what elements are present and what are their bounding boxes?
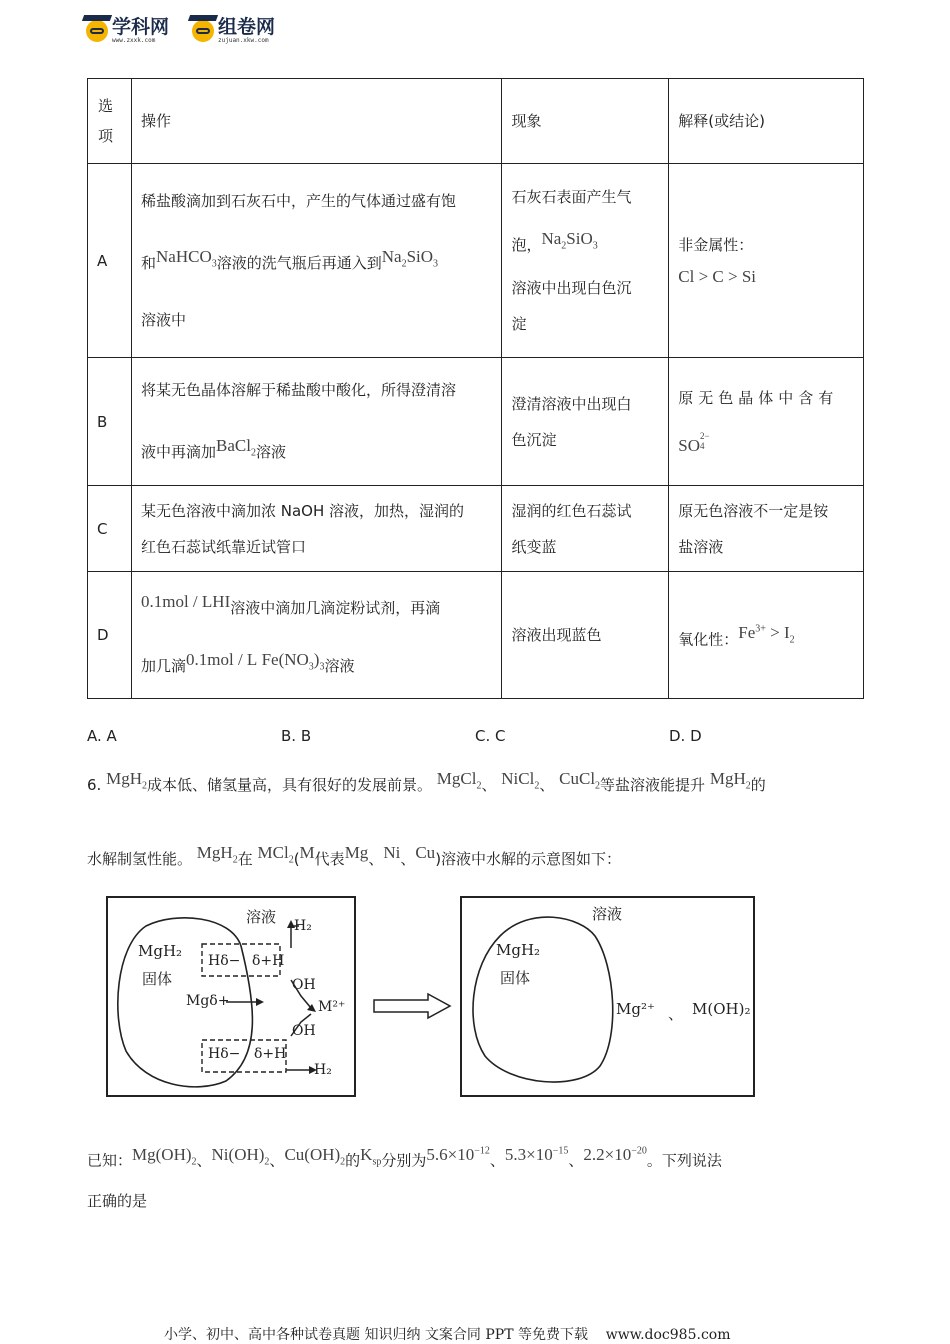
question-6-line1 [87, 762, 867, 803]
text-line: 原无色溶液不一定是铵 [678, 501, 829, 520]
text: −15 [552, 1145, 569, 1156]
text: 4 [700, 440, 705, 451]
header-option-text: 选项 [98, 97, 114, 145]
row-phenomenon [502, 164, 669, 358]
formula: M [299, 843, 315, 862]
text: 3 [592, 240, 598, 252]
text: 2 [476, 780, 482, 792]
oh-label: OH [292, 1023, 316, 1039]
text-line: 澄清溶液中出现白 [511, 394, 632, 413]
logo-url: www.zxxk.com [112, 37, 156, 44]
logo-zxxk [86, 17, 169, 44]
right-solution-label: 溶液 [592, 905, 623, 923]
text: Na [381, 246, 402, 266]
text: 2 [264, 1156, 270, 1168]
text-line [678, 422, 854, 470]
known-line2: 正确的是 [87, 1192, 148, 1210]
text-line [511, 215, 659, 270]
header-phenomenon: 现象 [502, 79, 669, 164]
formula [505, 1145, 568, 1164]
formula [284, 1144, 346, 1168]
text: 溶液中滴加几滴淀粉试剂，再滴 [230, 599, 441, 618]
text: −20 [631, 1145, 647, 1156]
text-line [141, 576, 492, 634]
formula [501, 769, 540, 792]
formula [106, 769, 147, 792]
formula [196, 843, 238, 866]
question-6-line2 [87, 836, 621, 877]
text: 代表 [314, 850, 345, 868]
known-line [87, 1134, 722, 1179]
formula [436, 769, 482, 792]
text: NaHCO [156, 246, 212, 266]
formula [541, 228, 598, 252]
table-row [88, 358, 864, 486]
formula: Mg [344, 843, 369, 862]
text: > I [765, 623, 790, 643]
text: 2 [340, 1156, 346, 1168]
text-line: 稀盐酸滴加到石灰石中，产生的气体通过盛有饱 [140, 191, 456, 210]
formula [426, 1145, 489, 1164]
text: 溶液 [255, 443, 286, 461]
text: 、 [400, 850, 416, 868]
text: MgH [196, 843, 233, 862]
row-label: B [88, 358, 132, 486]
text: 3 [211, 258, 217, 270]
text: MgH [709, 769, 746, 788]
text: 、 [196, 1151, 212, 1170]
text: 泡， [511, 235, 542, 254]
text-line: 石灰石表面产生气 [511, 187, 632, 206]
solid-label: MgH₂ [138, 942, 183, 960]
header-operation: 操作 [131, 79, 501, 164]
row-operation [131, 358, 501, 486]
text: 2 [789, 634, 795, 646]
text: 3 [433, 258, 439, 270]
header-explanation: 解释(或结论) [669, 79, 864, 164]
row-explanation [669, 486, 864, 572]
option-b[interactable]: B. B [281, 727, 312, 745]
text-line: 溶液中出现白色沉 [511, 279, 632, 298]
footer [164, 1324, 730, 1344]
h-delta-minus: Hδ− [208, 953, 241, 969]
text-line: 溶液中 [140, 311, 186, 330]
text: 2 [288, 854, 294, 866]
formula [132, 1144, 197, 1168]
text-line [141, 634, 492, 693]
text: Fe [738, 623, 756, 643]
text-line: 非金属性： [678, 235, 754, 254]
row-phenomenon [502, 486, 669, 572]
formula [360, 1144, 382, 1168]
text: 等盐溶液能提升 [600, 776, 706, 794]
text: )溶液中水解的示意图如下： [435, 850, 622, 868]
text-line: 湿润的红色石蕊试 [511, 501, 632, 520]
text: 2 [191, 1156, 197, 1168]
text: 水解制氢性能。 [87, 850, 193, 868]
h2-label: H₂ [294, 918, 312, 934]
mg2plus-label: Mg²⁺ [616, 1000, 655, 1018]
text: 2 [401, 258, 407, 270]
text-line: 红色石蕊试纸靠近试管口 [140, 537, 306, 556]
text: 成本低、储氢量高，具有很好的发展前景。 [147, 776, 433, 794]
text-line: 盐溶液 [678, 537, 724, 556]
logo-face-icon [192, 20, 214, 42]
text: MCl [257, 843, 289, 862]
logo-zujuan [192, 17, 275, 44]
row-label: C [88, 486, 132, 572]
moh2-label: M(OH)₂ [692, 1000, 751, 1018]
h-delta-plus: δ+H [252, 953, 285, 969]
formula [738, 623, 795, 646]
text-line: 纸变蓝 [511, 537, 557, 556]
text: 的 [345, 1151, 361, 1170]
text-line: 色沉淀 [511, 430, 557, 449]
h-delta-plus: δ+H [254, 1046, 287, 1062]
text: 2 [534, 780, 540, 792]
footer-text: 小学、初中、高中各种试卷真题 知识归纳 文案合同 PPT 等免费下载 [164, 1327, 588, 1343]
row-operation [131, 164, 501, 358]
experiment-table [87, 78, 864, 699]
text: 的 [750, 776, 766, 794]
text: 2 [745, 780, 751, 792]
text: K [360, 1144, 373, 1164]
table-row [88, 572, 864, 698]
text-line [141, 229, 492, 292]
right-diagram-drawing [460, 896, 755, 1097]
formula [559, 769, 601, 792]
logo-name: 学科网 [112, 16, 170, 38]
text: 、 [269, 1151, 285, 1170]
logo-url: zujuan.xkw.com [218, 37, 269, 44]
text: 已知： [87, 1151, 133, 1170]
row-operation [131, 486, 501, 572]
text: 溶液 [324, 657, 355, 676]
formula: Cu [415, 843, 436, 862]
text: Fe(NO [261, 650, 309, 670]
text: BaCl [216, 436, 251, 455]
text: 5.3×10 [504, 1144, 553, 1164]
text: 2 [561, 240, 567, 252]
text: 3 [319, 661, 325, 673]
text: 。下列说法 [646, 1151, 722, 1170]
text: 、 [539, 776, 555, 794]
text: Cu(OH) [284, 1144, 341, 1164]
text: 2− [700, 430, 710, 441]
row-explanation [669, 358, 864, 486]
formula [381, 246, 439, 270]
text-line: 淀 [511, 315, 527, 334]
m2plus-label: M²⁺ [318, 999, 346, 1015]
text: 、 [568, 1151, 584, 1170]
sep-label: 、 [668, 1005, 684, 1023]
formula: 0.1mol / LHI [140, 592, 231, 612]
formula [257, 650, 325, 673]
text: MgCl [436, 769, 477, 788]
solid-label: 固体 [500, 969, 531, 987]
formula [211, 1144, 270, 1168]
text: ( [293, 850, 300, 868]
formula [156, 246, 217, 270]
text: 分别为 [381, 1151, 427, 1170]
row-label: D [88, 572, 132, 698]
formula: Cl > C > Si [678, 266, 757, 286]
table-row [88, 164, 864, 358]
option-a[interactable]: A. A [87, 727, 117, 745]
solid-label: 固体 [142, 970, 173, 988]
text: −12 [474, 1145, 490, 1156]
formula [216, 436, 256, 459]
table-header-row [88, 79, 864, 164]
text: ) [313, 650, 320, 670]
right-arrow-icon [372, 992, 454, 1020]
text-line: 原无色晶体中含有 [678, 388, 839, 407]
logo-name: 组卷网 [218, 16, 276, 38]
row-explanation [669, 164, 864, 358]
text: 和 [140, 253, 156, 272]
text: 3 [308, 661, 314, 673]
header-option [88, 79, 132, 164]
text: 、 [489, 1151, 505, 1170]
formula [257, 843, 294, 866]
text: 3+ [755, 623, 766, 635]
text: 2 [595, 780, 601, 792]
h2-label: H₂ [314, 1062, 332, 1078]
text: 2 [142, 780, 147, 792]
text: SO [678, 435, 700, 455]
text: Mg(OH) [132, 1144, 192, 1164]
text: Ni(OH) [211, 1144, 265, 1164]
text: 2 [250, 447, 256, 459]
text: 液中再滴加 [140, 443, 216, 461]
formula: Ni [383, 843, 401, 862]
option-d[interactable]: D. D [669, 727, 702, 745]
text: 在 [237, 850, 253, 868]
formula [678, 430, 710, 455]
logo-face-icon [86, 20, 108, 42]
text: 、 [481, 776, 497, 794]
text: 2 [232, 854, 238, 866]
text: 溶液的洗气瓶后再通入到 [216, 253, 382, 272]
text-line: 某无色溶液中滴加浓 NaOH 溶液，加热，湿润的 [140, 501, 465, 520]
table-row [88, 486, 864, 572]
text: 5.6×10 [426, 1144, 475, 1164]
row-operation [131, 572, 501, 698]
question-number: 6. [87, 776, 102, 794]
row-label: A [88, 164, 132, 358]
text: SiO [566, 228, 593, 248]
row-explanation [669, 572, 864, 698]
text: Na [541, 228, 562, 248]
row-phenomenon: 溶液出现蓝色 [502, 572, 669, 698]
text: 加几滴 [140, 657, 186, 676]
mg-delta-label: Mgδ+ [186, 993, 230, 1009]
option-c[interactable]: C. C [475, 727, 506, 745]
solid-label: MgH₂ [496, 941, 541, 959]
text: 2.2×10 [583, 1144, 632, 1164]
text: MgH [106, 769, 142, 788]
footer-url[interactable]: www.doc985.com [605, 1327, 731, 1343]
text: SiO [406, 246, 434, 266]
text-line [141, 418, 492, 481]
formula: 0.1mol / L [186, 650, 258, 670]
oh-label: OH [292, 977, 316, 993]
formula [709, 769, 751, 792]
text: CuCl [559, 769, 596, 788]
h-delta-minus: Hδ− [208, 1046, 241, 1062]
text-line: 将某无色晶体溶解于稀盐酸中酸化，所得澄清溶 [140, 381, 456, 399]
text: 氧化性： [678, 630, 739, 649]
text: sp [372, 1156, 382, 1168]
row-phenomenon [502, 358, 669, 486]
left-solution-label: 溶液 [246, 908, 277, 926]
text: 、 [368, 850, 384, 868]
formula [583, 1145, 646, 1164]
text: NiCl [501, 769, 535, 788]
